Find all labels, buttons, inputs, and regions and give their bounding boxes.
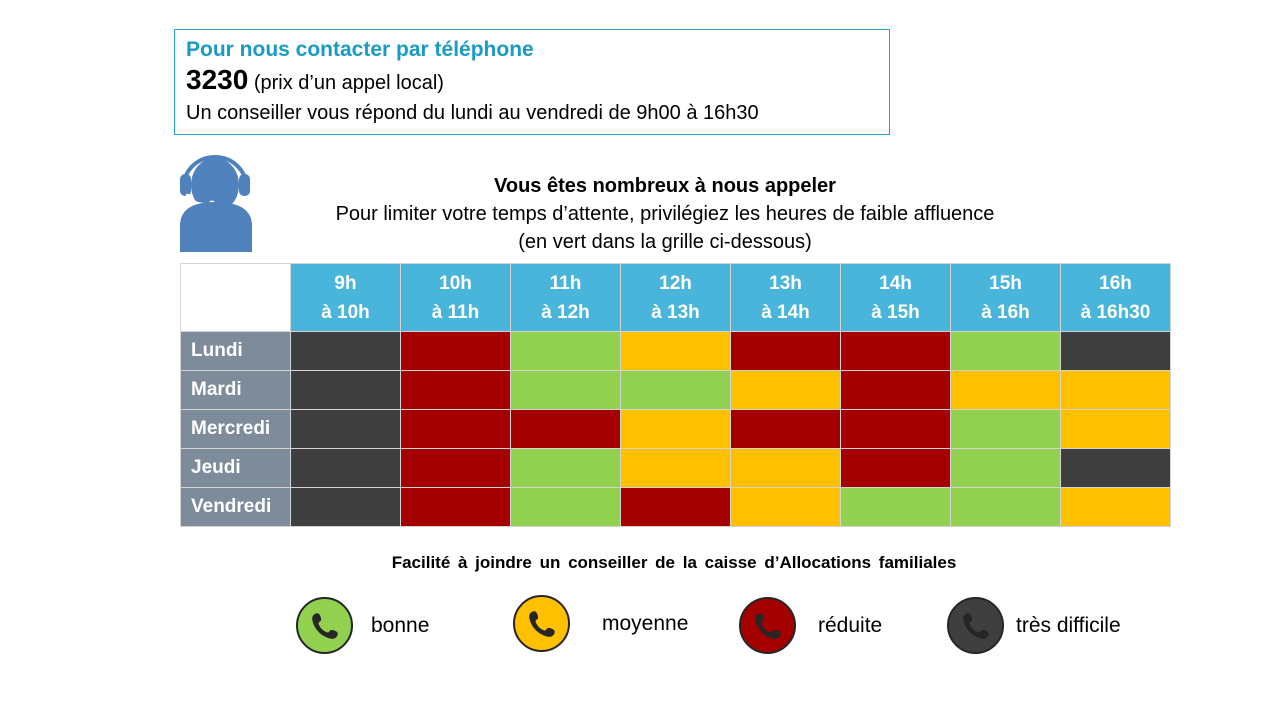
grid-cell xyxy=(511,371,621,410)
table-row xyxy=(181,410,1171,449)
grid-cell xyxy=(401,488,511,527)
legend-label: réduite xyxy=(818,613,883,637)
grid-cell xyxy=(731,332,841,371)
slot-start: 10h xyxy=(439,272,472,294)
grid-cell xyxy=(1061,488,1171,527)
slot-start: 15h xyxy=(989,272,1022,294)
grid-cell xyxy=(841,488,951,527)
slot-start: 11h xyxy=(549,272,582,294)
time-slot-header xyxy=(1061,264,1171,332)
slot-start: 12h xyxy=(659,272,692,294)
legend-label: bonne xyxy=(371,613,430,637)
opening-hours: Un conseiller vous répond du lundi au vendredi de 9h00 à 16h30 xyxy=(186,102,759,124)
telephone-handset-icon xyxy=(739,597,796,654)
grid-cell xyxy=(511,332,621,371)
contact-title: Pour nous contacter par téléphone xyxy=(186,38,534,61)
grid-cell xyxy=(291,488,401,527)
grid-cell xyxy=(511,488,621,527)
grid-body xyxy=(181,332,1171,527)
grid-cell xyxy=(1061,371,1171,410)
grid-cell xyxy=(291,371,401,410)
time-slot-header xyxy=(621,264,731,332)
grid-cell xyxy=(401,371,511,410)
phone-number[interactable]: 3230 xyxy=(186,64,249,95)
legend-item-tres-difficile xyxy=(947,597,1121,654)
slot-end: à 10h xyxy=(321,301,370,323)
grid-cell xyxy=(731,371,841,410)
time-slot-header-row xyxy=(181,264,1171,332)
affluence-grid xyxy=(180,263,1171,527)
grid-cell xyxy=(291,449,401,488)
day-label: Jeudi xyxy=(181,449,291,488)
telephone-handset-icon xyxy=(947,597,1004,654)
slot-end: à 12h xyxy=(541,301,590,323)
slot-end: à 15h xyxy=(871,301,920,323)
grid-cell xyxy=(841,449,951,488)
grid-cell xyxy=(511,449,621,488)
grid-cell xyxy=(951,410,1061,449)
legend-label: moyenne xyxy=(602,611,689,635)
day-label: Mardi xyxy=(181,371,291,410)
grid-cell xyxy=(951,332,1061,371)
time-slot-header xyxy=(511,264,621,332)
notice-text: Pour limiter votre temps d’attente, privilégiez les heures de faible affluence xyxy=(335,203,995,225)
day-label: Mercredi xyxy=(181,410,291,449)
grid-cell xyxy=(291,410,401,449)
grid-cell xyxy=(1061,449,1171,488)
slot-start: 9h xyxy=(334,272,357,294)
notice-title: Vous êtes nombreux à nous appeler xyxy=(494,175,836,197)
grid-cell xyxy=(621,410,731,449)
grid-cell xyxy=(401,332,511,371)
notice-hint: (en vert dans la grille ci-dessous) xyxy=(518,231,812,253)
slot-end: à 16h xyxy=(981,301,1030,323)
slot-start: 16h xyxy=(1099,272,1132,294)
table-row xyxy=(181,449,1171,488)
slot-end: à 11h xyxy=(431,301,480,323)
grid-cell xyxy=(731,410,841,449)
table-row xyxy=(181,371,1171,410)
notice xyxy=(255,172,1075,256)
time-slot-header xyxy=(841,264,951,332)
legend-item-reduite xyxy=(739,597,882,654)
legend-item-bonne xyxy=(296,597,429,654)
phone-note: (prix d’un appel local) xyxy=(253,72,444,94)
table-row xyxy=(181,332,1171,371)
legend-label: très difficile xyxy=(1016,613,1121,637)
grid-cell xyxy=(951,488,1061,527)
grid-cell xyxy=(621,488,731,527)
legend-item-moyenne xyxy=(513,595,688,652)
grid-cell xyxy=(511,410,621,449)
contact-box xyxy=(174,29,890,135)
grid-corner xyxy=(181,264,291,332)
time-slot-header xyxy=(731,264,841,332)
grid-cell xyxy=(401,449,511,488)
grid-cell xyxy=(621,332,731,371)
table-row xyxy=(181,488,1171,527)
telephone-handset-icon xyxy=(513,595,570,652)
grid-cell xyxy=(841,332,951,371)
day-label: Lundi xyxy=(181,332,291,371)
grid-cell xyxy=(731,488,841,527)
slot-end: à 13h xyxy=(651,301,700,323)
day-label: Vendredi xyxy=(181,488,291,527)
grid-cell xyxy=(621,371,731,410)
time-slot-header xyxy=(291,264,401,332)
grid-cell xyxy=(621,449,731,488)
grid-cell xyxy=(1061,410,1171,449)
slot-start: 13h xyxy=(769,272,802,294)
slot-start: 14h xyxy=(879,272,912,294)
telephone-handset-icon xyxy=(296,597,353,654)
slot-end: à 14h xyxy=(761,301,810,323)
call-center-agent-icon xyxy=(177,154,257,257)
grid-cell xyxy=(291,332,401,371)
time-slot-header xyxy=(401,264,511,332)
grid-cell xyxy=(731,449,841,488)
phone-line xyxy=(186,63,889,100)
slot-end: à 16h30 xyxy=(1080,301,1151,323)
grid-cell xyxy=(1061,332,1171,371)
time-slot-header xyxy=(951,264,1061,332)
grid-cell xyxy=(841,410,951,449)
grid-cell xyxy=(401,410,511,449)
legend-title: Facilité à joindre un conseiller de la caisse d’Allocations familiales xyxy=(391,553,957,572)
grid-cell xyxy=(951,449,1061,488)
grid-cell xyxy=(841,371,951,410)
grid-cell xyxy=(951,371,1061,410)
